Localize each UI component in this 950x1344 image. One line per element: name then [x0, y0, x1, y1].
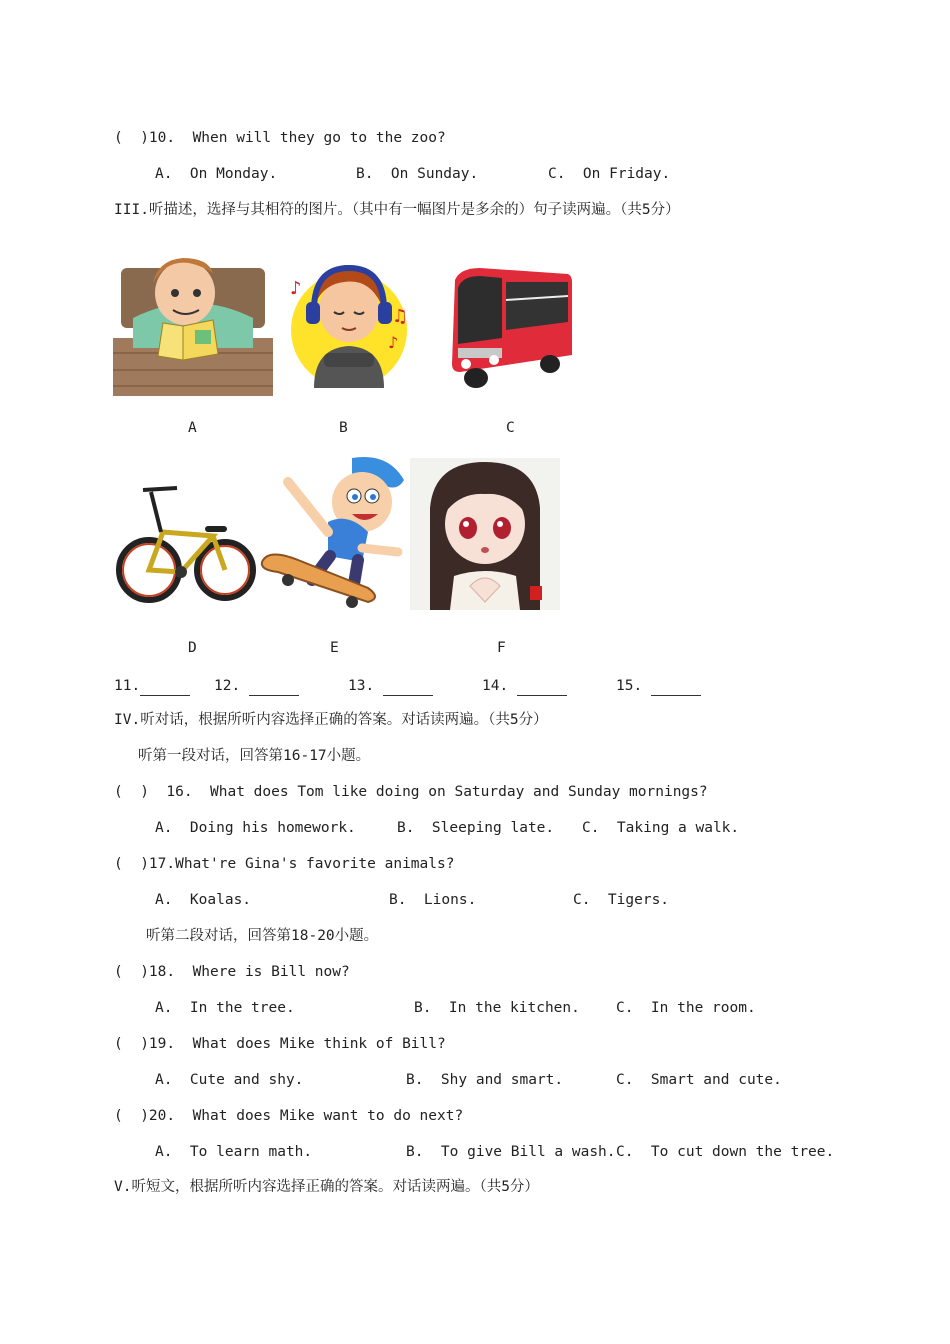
q16-option-c: C. Taking a walk.	[582, 820, 740, 836]
q17-stem: ( )17.What're Gina's favorite animals?	[114, 856, 455, 872]
q18-option-c: C. In the room.	[616, 1000, 756, 1016]
section4-part2: 听第二段对话，回答第18-20小题。	[146, 928, 379, 944]
answer-line	[383, 681, 433, 696]
q17-option-c: C. Tigers.	[573, 892, 670, 908]
section4-part1: 听第一段对话，回答第16-17小题。	[138, 748, 371, 764]
q16-option-a: A. Doing his homework.	[155, 820, 356, 836]
q10-option-b: B. On Sunday.	[356, 166, 479, 182]
q18-option-a: A. In the tree.	[155, 1000, 295, 1016]
q17-option-b: B. Lions.	[389, 892, 477, 908]
q20-stem: ( )20. What does Mike want to do next?	[114, 1108, 464, 1124]
q10-option-a: A. On Monday.	[155, 166, 278, 182]
section4-heading: IV.听对话，根据所听内容选择正确的答案。对话读两遍。（共5分）	[114, 712, 548, 728]
q19-option-a: A. Cute and shy.	[155, 1072, 304, 1088]
label-d: D	[188, 640, 197, 656]
label-f: F	[497, 640, 506, 656]
svg-text:♫: ♫	[392, 306, 409, 327]
q10-option-c: C. On Friday.	[548, 166, 671, 182]
q19-stem: ( )19. What does Mike think of Bill?	[114, 1036, 446, 1052]
q16-stem: ( ) 16. What does Tom like doing on Saturday and Sunday mornings?	[114, 784, 708, 800]
q18-stem: ( )18. Where is Bill now?	[114, 964, 350, 980]
section5-heading: V.听短文，根据所听内容选择正确的答案。对话读两遍。（共5分）	[114, 1179, 539, 1195]
blank-number: 14.	[482, 678, 509, 694]
picture-girl	[410, 458, 560, 610]
answer-line	[140, 681, 190, 696]
q20-option-c: C. To cut down the tree.	[616, 1144, 835, 1160]
label-e: E	[330, 640, 339, 656]
blank-number: 13.	[348, 678, 375, 694]
answer-line	[517, 681, 567, 696]
answer-blank-13[interactable]	[348, 676, 433, 696]
q10-stem: ( )10. When will they go to the zoo?	[114, 130, 446, 146]
q17-option-a: A. Koalas.	[155, 892, 252, 908]
answer-blank-15[interactable]	[616, 676, 701, 696]
q18-option-b: B. In the kitchen.	[414, 1000, 580, 1016]
picture-bicycle	[113, 482, 258, 610]
q20-option-b: B. To give Bill a wash.	[406, 1144, 616, 1160]
label-a: A	[188, 420, 197, 436]
q16-option-b: B. Sleeping late.	[397, 820, 555, 836]
blank-number: 15.	[616, 678, 643, 694]
blank-number: 12.	[214, 678, 241, 694]
section3-heading: III.听描述，选择与其相符的图片。（其中有一幅图片是多余的）句子读两遍。（共5分）	[114, 202, 680, 218]
answer-blank-12[interactable]	[214, 676, 299, 696]
answer-line	[651, 681, 701, 696]
answer-line	[249, 681, 299, 696]
blank-number: 11.	[114, 678, 141, 694]
q19-option-b: B. Shy and smart.	[406, 1072, 564, 1088]
svg-text:♪: ♪	[388, 333, 399, 352]
label-b: B	[339, 420, 348, 436]
picture-boy-reading	[113, 248, 273, 396]
label-c: C	[506, 420, 515, 436]
q20-option-a: A. To learn math.	[155, 1144, 313, 1160]
answer-blank-11[interactable]	[114, 676, 190, 696]
picture-boy-headphones	[284, 248, 414, 390]
picture-skateboarder	[258, 452, 408, 612]
picture-bus	[440, 260, 590, 395]
answer-blank-14[interactable]	[482, 676, 567, 696]
q19-option-c: C. Smart and cute.	[616, 1072, 782, 1088]
svg-text:♪: ♪	[290, 278, 302, 299]
